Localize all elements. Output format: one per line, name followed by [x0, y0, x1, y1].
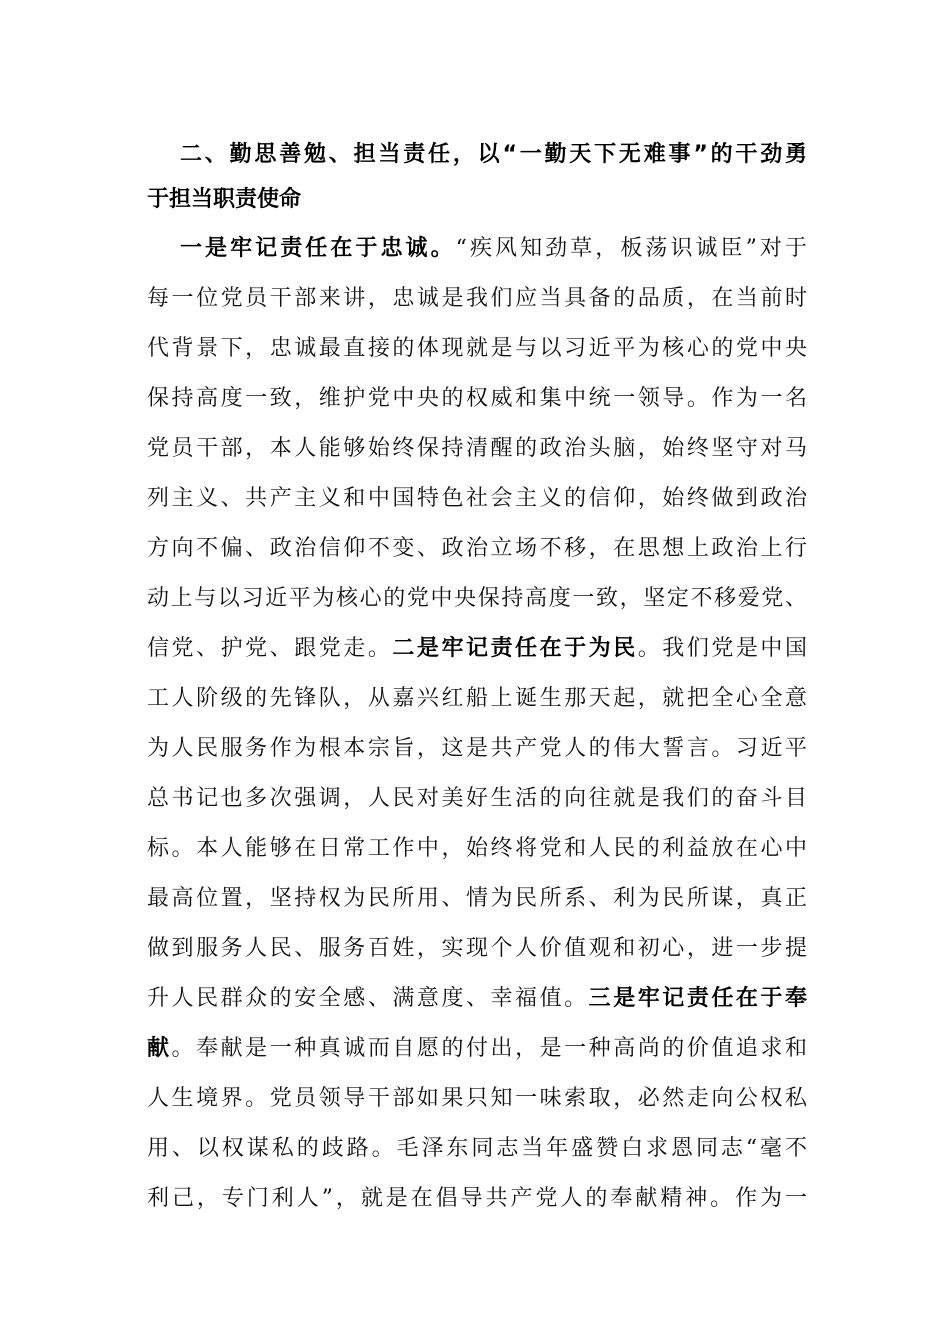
paragraph-text: “疾风知劲草，板荡识诚臣”对于: [455, 236, 807, 261]
point-three-title: 三是牢记责任在于奉: [588, 986, 807, 1011]
paragraph-line-11: 为人民服务作为根本宗旨，这是共产党人的伟大誓言。习近平: [147, 736, 807, 761]
paragraph-line-12: 总书记也多次强调，人民对美好生活的向往就是我们的奋斗目: [147, 786, 807, 811]
paragraph-text: 升人民群众的安全感、满意度、幸福值。: [147, 986, 589, 1011]
paragraph-line-4: 保持高度一致，维护党中央的权威和集中统一领导。作为一名: [147, 386, 807, 411]
paragraph-line-10: 工人阶级的先锋队，从嘉兴红船上诞生那天起，就把全心全意: [147, 686, 807, 711]
paragraph-line-14: 最高位置，坚持权为民所用、情为民所系、利为民所谋，真正: [147, 886, 807, 911]
paragraph-line-7: 方向不偏、政治信仰不变、政治立场不移，在思想上政治上行: [147, 536, 807, 561]
section-heading-line-1: 二、勤思善勉、担当责任，以“一勤天下无难事”的干劲勇: [180, 142, 807, 167]
paragraph-text: 。奉献是一种真诚而自愿的付出，是一种高尚的价值追求和: [171, 1036, 807, 1061]
paragraph-line-2: 每一位党员干部来讲，忠诚是我们应当具备的品质，在当前时: [147, 286, 807, 311]
paragraph-line-13: 标。本人能够在日常工作中，始终将党和人民的利益放在心中: [147, 836, 807, 861]
paragraph-line-1: [180, 224, 807, 274]
paragraph-line-19: 用、以权谋私的歧路。毛泽东同志当年盛赞白求恩同志“毫不: [147, 1136, 807, 1161]
paragraph-line-8: 动上与以习近平为核心的党中央保持高度一致，坚定不移爱党、: [147, 586, 807, 611]
paragraph-line-15: 做到服务人民、服务百姓，实现个人价值观和初心，进一步提: [147, 936, 807, 961]
paragraph-text: 信党、护党、跟党走。: [147, 636, 393, 661]
paragraph-line-20: 利己，专门利人”，就是在倡导共产党人的奉献精神。作为一: [147, 1186, 807, 1211]
paragraph-line-6: 列主义、共产主义和中国特色社会主义的信仰，始终做到政治: [147, 486, 807, 511]
paragraph-line-17: [147, 1024, 807, 1074]
point-one-title: 一是牢记责任在于忠诚。: [180, 236, 456, 261]
paragraph-text: 。我们党是中国: [637, 636, 807, 661]
paragraph-line-5: 党员干部，本人能够始终保持清醒的政治头脑，始终坚守对马: [147, 436, 807, 461]
point-three-title-end: 献: [147, 1036, 172, 1061]
paragraph-line-9: [147, 624, 807, 674]
section-heading-line-2: 于担当职责使命: [147, 187, 302, 212]
paragraph-line-3: 代背景下，忠诚最直接的体现就是与以习近平为核心的党中央: [147, 336, 807, 361]
point-two-title: 二是牢记责任在于为民: [392, 636, 638, 661]
paragraph-line-16: [147, 974, 807, 1024]
paragraph-line-18: 人生境界。党员领导干部如果只知一味索取，必然走向公权私: [147, 1086, 807, 1111]
